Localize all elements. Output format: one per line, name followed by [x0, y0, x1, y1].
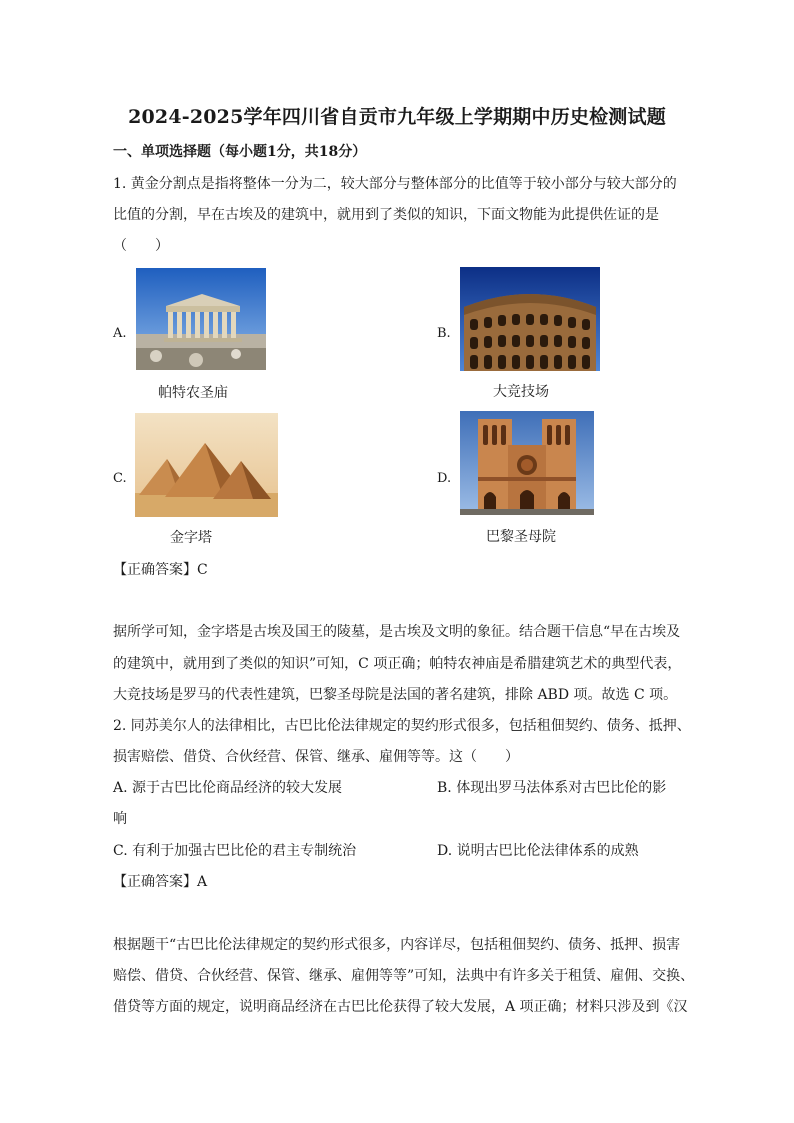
q1-stem-line-2: 比值的分割，早在古埃及的建筑中，就用到了类似的知识，下面文物能为此提供佐证的是 [113, 207, 659, 223]
parthenon-image [136, 268, 266, 370]
q1-option-b-caption: 大竞技场 [493, 384, 549, 400]
q2-option-a: A. 源于古巴比伦商品经济的较大发展 [113, 780, 343, 796]
notre-dame-image [460, 411, 594, 515]
q1-option-a-letter: A. [113, 326, 127, 341]
colosseum-image [460, 267, 600, 371]
q1-option-a-caption: 帕特农圣庙 [158, 385, 228, 401]
q2-option-c: C. 有利于加强古巴比伦的君主专制统治 [113, 843, 357, 859]
q1-option-c-caption: 金字塔 [170, 530, 212, 546]
q2-stem-line-2: 损害赔偿、借贷、合伙经营、保管、继承、雇佣等等。这（ ） [113, 749, 519, 765]
q1-explanation-line-1: 据所学可知，金字塔是古埃及国王的陵墓，是古埃及文明的象征。结合题干信息“早在古埃及 [113, 624, 681, 640]
q2-explanation-line-3: 借贷等方面的规定，说明商品经济在古巴比伦获得了较大发展，A 项正确；材料只涉及到《汉 [113, 999, 688, 1015]
q2-answer: 【正确答案】A [113, 874, 208, 890]
q1-stem-line-3: （ ） [113, 238, 169, 254]
section-heading: 一、单项选择题（每小题1分，共18分） [113, 144, 367, 160]
pyramids-image [135, 413, 278, 517]
q1-answer: 【正确答案】C [113, 562, 208, 578]
q1-option-c-letter: C. [113, 471, 127, 486]
q1-explanation-line-3: 大竞技场是罗马的代表性建筑，巴黎圣母院是法国的著名建筑，排除 ABD 项。故选 C 项。 [113, 687, 678, 703]
q2-explanation-line-2: 赔偿、借贷、合伙经营、保管、继承、雇佣等等”可知，法典中有许多关于租赁、雇佣、交换、 [113, 968, 695, 984]
q2-stem-line-1: 2. 同苏美尔人的法律相比，古巴比伦法律规定的契约形式很多，包括租佃契约、债务、抵押、 [113, 718, 691, 734]
q1-explanation-line-2: 的建筑中，就用到了类似的知识”可知，C 项正确；帕特农神庙是希腊建筑艺术的典型代表， [113, 656, 682, 672]
q2-option-d: D. 说明古巴比伦法律体系的成熟 [437, 843, 639, 859]
q2-option-b-continued: 响 [113, 811, 127, 827]
q2-option-b: B. 体现出罗马法体系对古巴比伦的影 [437, 780, 667, 796]
q1-option-b-letter: B. [437, 326, 451, 341]
q2-explanation-line-1: 根据题干“古巴比伦法律规定的契约形式很多，内容详尽，包括租佃契约、债务、抵押、损害 [113, 937, 681, 953]
page-title: 2024-2025学年四川省自贡市九年级上学期期中历史检测试题 [128, 106, 666, 128]
q1-option-d-letter: D. [437, 471, 452, 486]
q1-stem-line-1: 1. 黄金分割点是指将整体一分为二，较大部分与整体部分的比值等于较小部分与较大部分的 [113, 176, 677, 192]
q1-option-d-caption: 巴黎圣母院 [486, 529, 556, 545]
